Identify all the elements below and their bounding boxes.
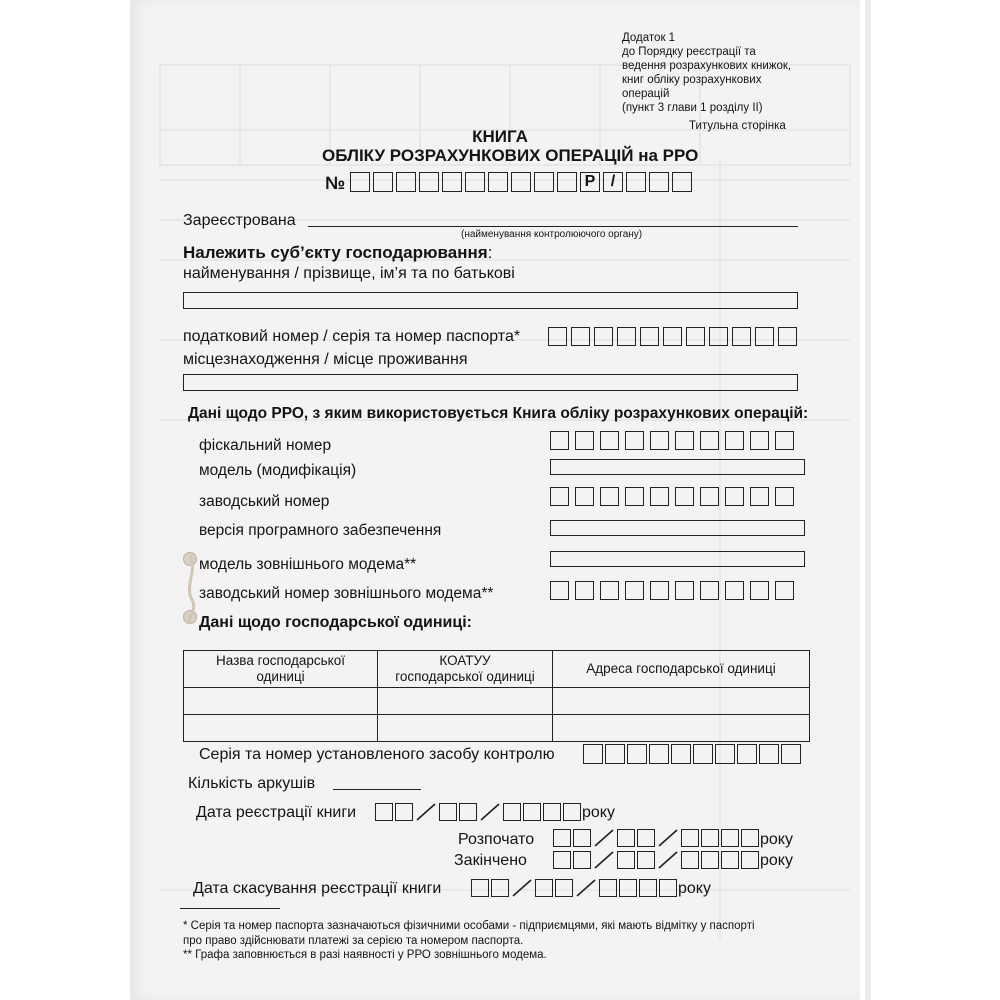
digit-box[interactable] xyxy=(775,581,794,600)
year-box[interactable] xyxy=(543,803,561,821)
control-means-label: Серія та номер установленого засобу контролю xyxy=(199,746,555,763)
date-separator xyxy=(657,851,679,869)
digit-box[interactable] xyxy=(419,172,439,192)
title-line-1: КНИГА xyxy=(472,127,528,146)
digit-box[interactable] xyxy=(675,581,694,600)
year-word: року xyxy=(678,880,711,897)
day-box[interactable] xyxy=(553,851,571,869)
cancellation-date-label: Дата скасування реєстрації книги xyxy=(193,880,442,897)
date-separator xyxy=(575,879,597,897)
day-box[interactable] xyxy=(573,829,591,847)
date-separator xyxy=(593,829,615,847)
digit-box[interactable] xyxy=(594,327,613,346)
digit-box[interactable] xyxy=(725,487,744,506)
month-box[interactable] xyxy=(459,803,477,821)
digit-box[interactable] xyxy=(686,327,705,346)
digit-box[interactable] xyxy=(715,744,735,764)
digit-box[interactable] xyxy=(640,327,659,346)
month-box[interactable] xyxy=(637,829,655,847)
location-label: місцезнаходження / місце проживання xyxy=(183,351,468,368)
rro-heading: Дані щодо РРО, з яким використовується Книга обліку розрахункових операцій: xyxy=(188,405,809,422)
column-header-text: господарської одиниці xyxy=(395,669,535,684)
digit-box[interactable] xyxy=(759,744,779,764)
digit-box[interactable] xyxy=(675,431,694,450)
year-box[interactable] xyxy=(741,829,759,847)
year-box[interactable] xyxy=(721,829,739,847)
appendix-line: книг обліку розрахункових xyxy=(622,74,762,86)
digit-box[interactable] xyxy=(650,431,669,450)
table-cell[interactable] xyxy=(378,715,553,742)
digit-box[interactable] xyxy=(442,172,462,192)
software-version-field[interactable] xyxy=(550,520,805,536)
digit-box[interactable] xyxy=(625,431,644,450)
table-row xyxy=(184,688,810,715)
appendix-line: ведення розрахункових книжок, xyxy=(622,60,792,72)
year-word: року xyxy=(582,804,615,821)
registered-line[interactable] xyxy=(308,226,798,227)
table-cell[interactable] xyxy=(378,688,553,715)
title-line-2: ОБЛІКУ РОЗРАХУНКОВИХ ОПЕРАЦІЙ на РРО xyxy=(322,146,699,165)
owner-name-field[interactable] xyxy=(183,292,798,309)
year-box[interactable] xyxy=(563,803,581,821)
finished-label: Закінчено xyxy=(454,852,527,869)
appendix-line: (пункт 3 глави 1 розділу II) xyxy=(622,102,763,114)
day-box[interactable] xyxy=(395,803,413,821)
month-box[interactable] xyxy=(535,879,553,897)
digit-box[interactable] xyxy=(605,744,625,764)
started-label: Розпочато xyxy=(458,831,535,848)
digit-box[interactable] xyxy=(626,172,646,192)
digit-box[interactable] xyxy=(627,744,647,764)
digit-box[interactable] xyxy=(465,172,485,192)
month-box[interactable] xyxy=(555,879,573,897)
table-cell[interactable] xyxy=(553,715,810,742)
digit-box[interactable] xyxy=(775,487,794,506)
digit-box[interactable] xyxy=(700,487,719,506)
footnote-separator xyxy=(180,908,280,909)
serial-number-label: заводський номер xyxy=(199,493,330,510)
owner-heading-colon: : xyxy=(487,243,493,262)
footnote-2: ** Графа заповнюється в разі наявності у РРО зовнішнього модема. xyxy=(183,949,547,961)
date-separator xyxy=(593,851,615,869)
registration-date-label: Дата реєстрації книги xyxy=(196,804,357,821)
fiscal-number-boxes[interactable] xyxy=(550,431,800,450)
digit-box[interactable] xyxy=(672,172,692,192)
column-header-text: КОАТУУ xyxy=(439,653,491,668)
digit-box[interactable] xyxy=(350,172,370,192)
year-box[interactable] xyxy=(721,851,739,869)
table-cell[interactable] xyxy=(184,715,378,742)
year-box[interactable] xyxy=(659,879,677,897)
year-box[interactable] xyxy=(619,879,637,897)
month-box[interactable] xyxy=(439,803,457,821)
started-date-boxes[interactable] xyxy=(553,829,761,847)
registered-label: Зареєстрована xyxy=(183,212,296,229)
digit-box[interactable] xyxy=(534,172,554,192)
footnote-1-line-1: * Серія та номер паспорта зазначаються фізичними особами - підприємцями, які мають відмітку у паспорті xyxy=(183,920,755,932)
business-unit-table xyxy=(183,650,810,742)
digit-box[interactable] xyxy=(575,431,594,450)
tax-number-label: податковий номер / серія та номер паспорта* xyxy=(183,328,521,345)
column-header-text: Назва господарської xyxy=(216,653,345,668)
book-number-boxes[interactable] xyxy=(350,172,695,192)
title-page-label: Титульна сторінка xyxy=(689,120,786,132)
appendix-line: Додаток 1 xyxy=(622,32,676,44)
owner-heading xyxy=(183,243,492,263)
year-box[interactable] xyxy=(701,851,719,869)
digit-box[interactable] xyxy=(488,172,508,192)
day-box[interactable] xyxy=(471,879,489,897)
year-box[interactable] xyxy=(681,851,699,869)
letter-box: Р xyxy=(580,172,600,192)
modem-serial-label: заводський номер зовнішнього модема** xyxy=(199,585,494,602)
digit-box[interactable] xyxy=(663,327,682,346)
digit-box[interactable] xyxy=(755,327,774,346)
digit-box[interactable] xyxy=(700,431,719,450)
footnote-1-line-2: про право здійснювати платежі за серією та номером паспорта. xyxy=(183,935,524,947)
digit-box[interactable] xyxy=(725,581,744,600)
digit-box[interactable] xyxy=(571,327,590,346)
year-box[interactable] xyxy=(503,803,521,821)
digit-box[interactable] xyxy=(600,431,619,450)
month-box[interactable] xyxy=(637,851,655,869)
month-box[interactable] xyxy=(617,851,635,869)
digit-box[interactable] xyxy=(600,581,619,600)
column-header-address: Адреса господарської одиниці xyxy=(553,651,810,688)
digit-box[interactable] xyxy=(650,581,669,600)
model-field[interactable] xyxy=(550,459,805,475)
digit-box[interactable] xyxy=(671,744,691,764)
tax-number-boxes[interactable] xyxy=(548,327,801,346)
digit-box[interactable] xyxy=(650,487,669,506)
digit-box[interactable] xyxy=(649,172,669,192)
digit-box[interactable] xyxy=(557,172,577,192)
year-box[interactable] xyxy=(599,879,617,897)
digit-box[interactable] xyxy=(750,487,769,506)
separator-box: / xyxy=(603,172,623,192)
digit-box[interactable] xyxy=(550,431,569,450)
number-sign: № xyxy=(325,173,346,193)
sheets-line[interactable] xyxy=(333,789,421,790)
digit-box[interactable] xyxy=(511,172,531,192)
year-box[interactable] xyxy=(639,879,657,897)
digit-box[interactable] xyxy=(781,744,801,764)
day-box[interactable] xyxy=(375,803,393,821)
cancellation-date-boxes[interactable] xyxy=(471,879,679,897)
day-box[interactable] xyxy=(491,879,509,897)
month-box[interactable] xyxy=(617,829,635,847)
day-box[interactable] xyxy=(553,829,571,847)
digit-box[interactable] xyxy=(550,487,569,506)
column-header-text: одиниці xyxy=(256,669,305,684)
registered-note: (найменування контролюючого органу) xyxy=(461,229,643,240)
date-separator xyxy=(511,879,533,897)
year-word: року xyxy=(760,852,793,869)
modem-serial-boxes[interactable] xyxy=(550,581,800,600)
digit-box[interactable] xyxy=(732,327,751,346)
finished-date-boxes[interactable] xyxy=(553,851,761,869)
column-header-koatuu xyxy=(378,651,553,688)
software-version-label: версія програмного забезпечення xyxy=(199,522,442,539)
digit-box[interactable] xyxy=(396,172,416,192)
digit-box[interactable] xyxy=(575,581,594,600)
digit-box[interactable] xyxy=(649,744,669,764)
owner-name-label: найменування / прізвище, ім’я та по батькові xyxy=(183,265,515,282)
year-box[interactable] xyxy=(741,851,759,869)
digit-box[interactable] xyxy=(675,487,694,506)
owner-heading-text: Належить суб’єкту господарювання xyxy=(183,243,488,262)
serial-number-boxes[interactable] xyxy=(550,487,800,506)
fiscal-number-label: фіскальний номер xyxy=(199,437,332,454)
year-box[interactable] xyxy=(523,803,541,821)
digit-box[interactable] xyxy=(583,744,603,764)
digit-box[interactable] xyxy=(625,581,644,600)
digit-box[interactable] xyxy=(725,431,744,450)
digit-box[interactable] xyxy=(625,487,644,506)
digit-box[interactable] xyxy=(600,487,619,506)
day-box[interactable] xyxy=(573,851,591,869)
modem-model-label: модель зовнішнього модема** xyxy=(199,556,417,573)
registration-date-boxes[interactable] xyxy=(375,803,583,821)
location-field[interactable] xyxy=(183,374,798,391)
digit-box[interactable] xyxy=(778,327,797,346)
year-box[interactable] xyxy=(701,829,719,847)
appendix-line: до Порядку реєстрації та xyxy=(622,46,756,58)
unit-heading: Дані щодо господарської одиниці: xyxy=(199,614,472,631)
digit-box[interactable] xyxy=(737,744,757,764)
table-row xyxy=(184,715,810,742)
digit-box[interactable] xyxy=(693,744,713,764)
modem-model-field[interactable] xyxy=(550,551,805,567)
model-label: модель (модифікація) xyxy=(199,462,357,479)
digit-box[interactable] xyxy=(575,487,594,506)
year-box[interactable] xyxy=(681,829,699,847)
digit-box[interactable] xyxy=(700,581,719,600)
digit-box[interactable] xyxy=(775,431,794,450)
digit-box[interactable] xyxy=(750,581,769,600)
paper-edge xyxy=(865,0,871,1000)
date-separator xyxy=(657,829,679,847)
year-word: року xyxy=(760,831,793,848)
control-means-boxes[interactable] xyxy=(583,744,803,764)
date-separator xyxy=(479,803,501,821)
digit-box[interactable] xyxy=(750,431,769,450)
appendix-line: операцій xyxy=(622,88,670,100)
digit-box[interactable] xyxy=(709,327,728,346)
digit-box[interactable] xyxy=(373,172,393,192)
digit-box[interactable] xyxy=(550,581,569,600)
sheets-label: Кількість аркушів xyxy=(188,775,316,792)
table-cell[interactable] xyxy=(553,688,810,715)
digit-box[interactable] xyxy=(548,327,567,346)
table-cell[interactable] xyxy=(184,688,378,715)
digit-box[interactable] xyxy=(617,327,636,346)
date-separator xyxy=(415,803,437,821)
column-header-name xyxy=(184,651,378,688)
